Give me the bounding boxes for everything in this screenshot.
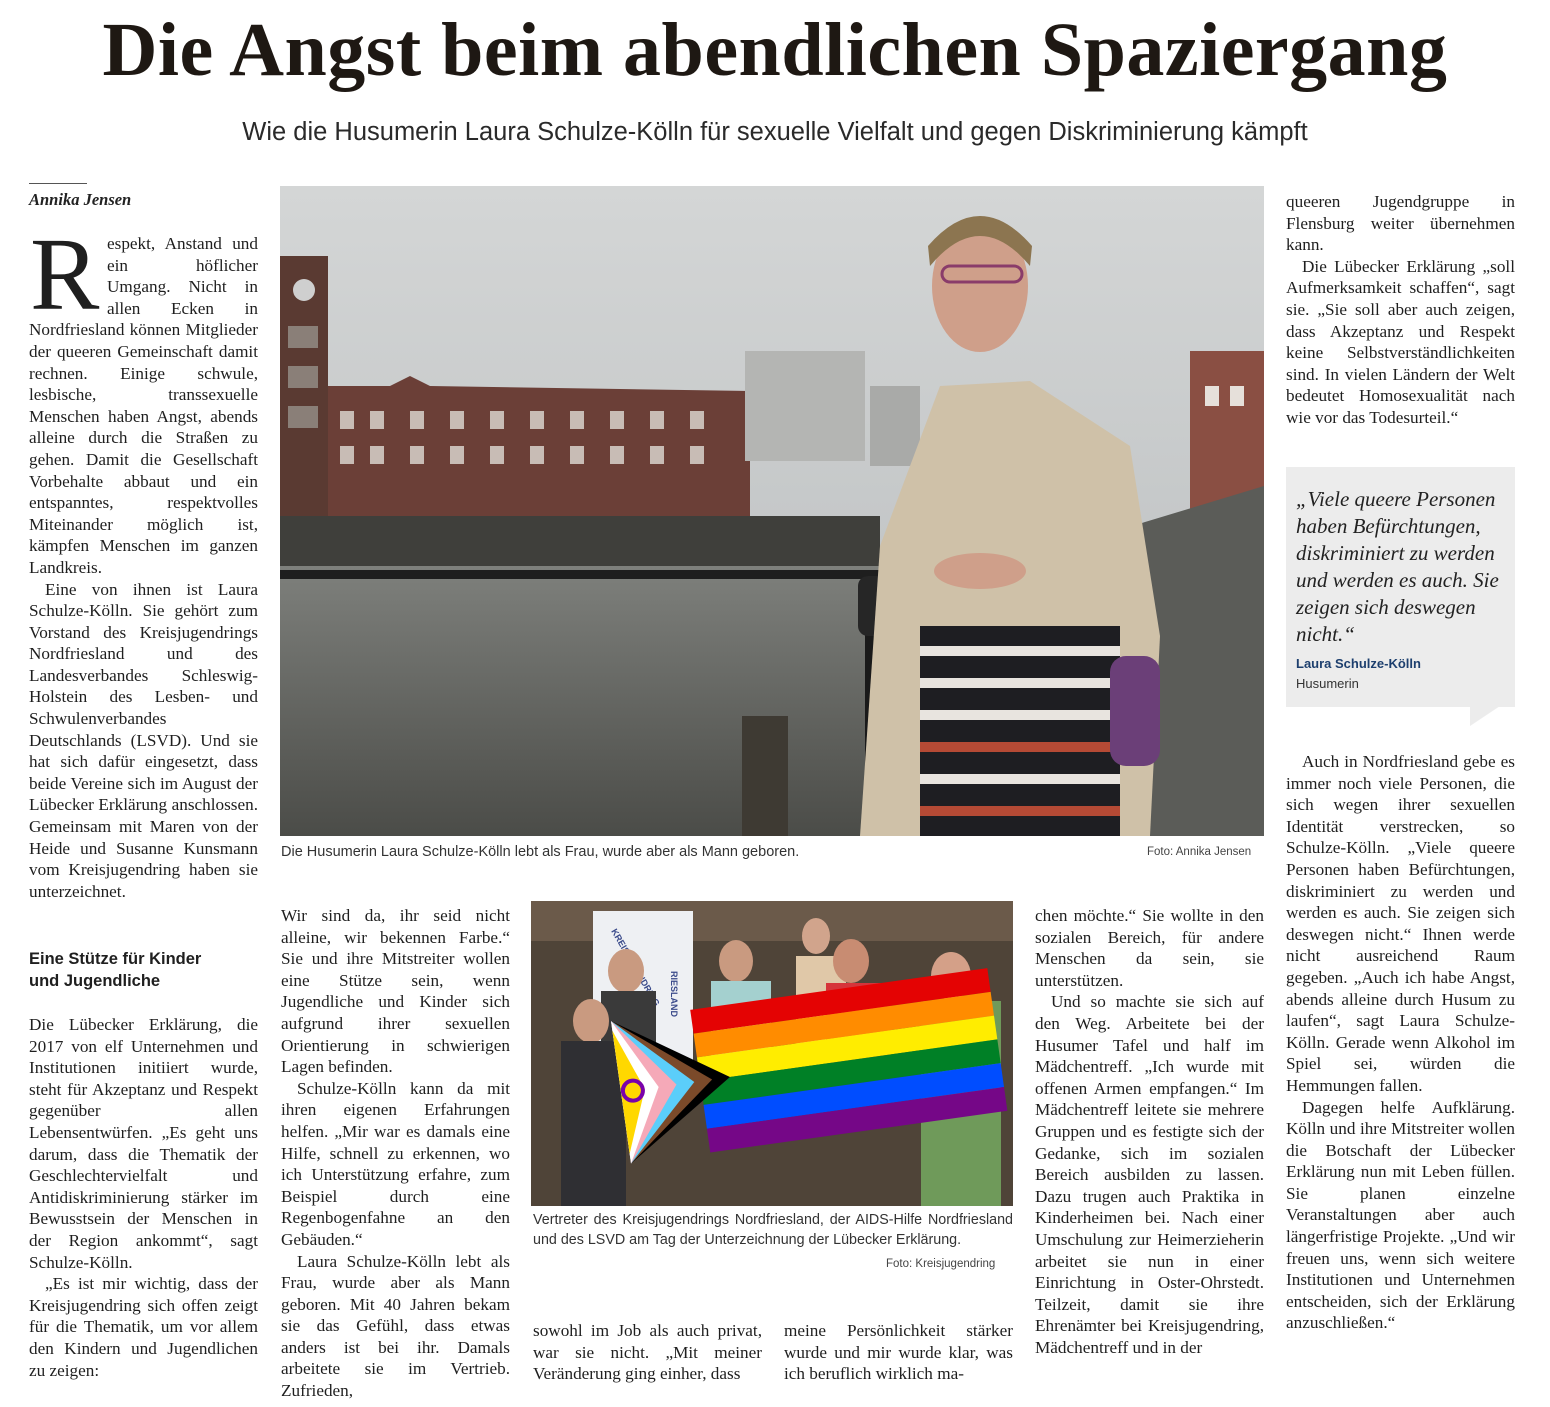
banner-text-2: RIESLAND <box>669 971 679 1018</box>
paragraph: Dagegen helfe Aufklärung. Kölln und ihre Mitstreiter wollen die Botschaft der Lübecker Erklärung nun mit Leben füllen. Sie planen einzelne Veranstaltungen aber auch längerfristige Projekte. „Und wir freuen uns, wenn sich weitere Institutionen und Unternehmen entscheiden, sich der Erklärung anzuschließen.“ <box>1286 1097 1515 1333</box>
paragraph: queeren Jugendgruppe in Flensburg weiter übernehmen kann. <box>1286 192 1515 255</box>
column-4-bottom <box>784 1320 1013 1385</box>
subheadline: Wie die Husumerin Laura Schulze-Kölln für sexuelle Vielfalt und gegen Diskriminierung kämpft <box>242 118 1308 146</box>
paragraph: Schulze-Kölln kann da mit ihren eigenen Erfahrungen helfen. „Mir war es damals eine Hilfe, schnell zu erkennen, wo ich Unterstützung erfahre, zum Beispiel durch eine Regenbogenfahne an den Gebäuden.“ <box>281 1078 510 1249</box>
dropcap-spacer <box>29 233 107 313</box>
paragraph: meine Persönlichkeit stärker wurde und mir wurde klar, was ich beruflich wirklich ma- <box>784 1321 1013 1384</box>
group-photo-credit: Foto: Kreisjugendring <box>886 1258 996 1270</box>
column-5 <box>1035 905 1264 1358</box>
pull-quote-name: Laura Schulze-Kölln <box>1296 656 1421 671</box>
column-1-lower <box>29 1014 258 1381</box>
paragraph: Eine von ihnen ist Laura Schulze-Kölln. Sie gehört zum Vorstand des Kreisjugendrings Nordfriesland und des Landesverbandes Schleswig-Holstein des Lesben- und Schwulenverbandes Deutschlands (LSVD). Und sie hat sich dafür eingesetzt, dass beide Vereine sich im August der Lübecker Erklärung anschlossen. Gemeinsam mit Maren von der Heide und Susanne Kunsmann vom Kreisjugendring haben sie unterzeichnet. <box>29 579 258 901</box>
author-rule <box>29 183 87 184</box>
main-photo <box>280 186 1264 836</box>
pull-quote-text: „Viele queere Personen haben Befürchtungen, diskriminiert zu werden und werden es auch. Sie zeigen sich deswegen nicht.“ <box>1296 487 1499 646</box>
paragraph: espekt, Anstand und ein höflicher Umgang. Nicht in allen Ecken in Nordfriesland können Mitglieder der queeren Gemeinschaft damit rechnen. Einige schwule, lesbische, transsexuelle Menschen haben Angst, abends alleine durch die Straßen zu gehen. Damit die Gesellschaft Vorbehalte abbaut und ein entspanntes, respektvolles Miteinander möglich ist, kämpfen Menschen im ganzen Landkreis. <box>29 234 258 577</box>
column-6-lower <box>1286 751 1515 1334</box>
paragraph: Die Lübecker Erklärung „soll Aufmerksamkeit schaffen“, sagt sie. „Sie soll aber auch zeigen, dass Akzeptanz und Respekt keine Selbstverständlichkeiten sind. In vielen Ländern der Welt bedeutet Homosexualität nach wie vor das Todesurteil.“ <box>1286 256 1515 427</box>
harbor-portrait-illustration <box>280 186 1264 836</box>
column-1-intro <box>29 217 258 902</box>
paragraph: Wir sind da, ihr seid nicht alleine, wir bekennen Farbe.“ Sie und ihre Mitstreiter wollen eine Stütze sein, wenn Jugendliche und Kinder sich aufgrund ihrer sexuellen Orientierung in schwierigen Lagen befinden. <box>281 906 510 1077</box>
group-flag-illustration <box>531 901 1013 1206</box>
main-photo-credit: Foto: Annika Jensen <box>1147 846 1252 858</box>
paragraph: Die Lübecker Erklärung, die 2017 von elf Unternehmen und Institutionen initiiert wurde, steht für Akzeptanz und Respekt gegenüber allen Lebensentwürfen. „Es geht uns darum, dass die Thematik der Geschlechtervielfalt und Antidiskriminierung stärker im Bewusstsein der Menschen in der Region ankommt“, sagt Schulze-Kölln. <box>29 1015 258 1272</box>
column-3-bottom <box>533 1320 762 1385</box>
paragraph: „Es ist mir wichtig, dass der Kreisjugendring sich offen zeigt für die Thematik, um vor allem den Kindern und Jugendlichen zu zeigen: <box>29 1274 258 1380</box>
drop-cap: R <box>30 217 100 332</box>
group-photo <box>531 901 1013 1206</box>
column-2 <box>281 905 510 1402</box>
paragraph: sowohl im Job als auch privat, war sie nicht. „Mit meiner Veränderung ging einher, dass <box>533 1321 762 1384</box>
paragraph: Laura Schulze-Kölln lebt als Frau, wurde aber als Mann geboren. Mit 40 Jahren bekam sie das Gefühl, dass etwas anders ist bei ihr. Damals arbeitete sie im Vertrieb. Zufrieden, <box>281 1251 510 1401</box>
headline: Die Angst beim abendlichen Spaziergang <box>102 8 1448 92</box>
author-byline: Annika Jensen <box>29 190 132 209</box>
main-photo-caption: Die Husumerin Laura Schulze-Kölln lebt als Frau, wurde aber als Mann geboren. <box>281 844 800 860</box>
paragraph: chen möchte.“ Sie wollte in den sozialen Bereich, für andere Menschen da sein, sie unterstützen. <box>1035 906 1264 990</box>
paragraph: Auch in Nordfriesland gebe es immer noch viele Personen, die sich wegen ihrer sexuellen Identität verstrecken, so Schulze-Kölln. „Viele queere Personen haben Befürchtungen, diskriminiert zu werden und werden es auch. Sie zeigen sich deswegen nicht.“ Ihnen werde nicht ausreichend Raum gegeben. „Auch ich habe Angst, abends alleine durch Husum zu laufen“, sagt Laura Schulze-Kölln. Gerade wenn Alkohol im Spiel sei, würden die Hemmungen fallen. <box>1286 752 1515 1095</box>
group-photo-caption: Vertreter des Kreisjugendrings Nordfriesland, der AIDS-Hilfe Nordfriesland und des LSVD am Tag der Unterzeichnung der Lübecker Erklärung. <box>533 1212 1013 1248</box>
section-heading: Eine Stütze für Kinder und Jugendliche <box>29 950 202 990</box>
pull-quote-role: Husumerin <box>1296 676 1359 691</box>
column-6-upper <box>1286 191 1515 429</box>
paragraph: Und so machte sie sich auf den Weg. Arbeitete bei der Husumer Tafel und half im Mädchentreff. „Ich wurde mit offenen Armen empfangen.“ Im Mädchentreff leitete sie mehrere Gruppen und es festigte sich der Gedanke, sich im sozialen Bereich ausbilden zu lassen. Dazu trugen auch Praktika in Kinderheimen bei. Nach einer Umschulung zur Heimerzieherin arbeitet sie nun in einer Einrichtung in Oster-Ohrstedt. Teilzeit, damit sie ihre Ehrenämter bei Kreisjugendring, Mädchentreff und in der <box>1035 992 1264 1357</box>
quote-pointer <box>1470 706 1500 726</box>
